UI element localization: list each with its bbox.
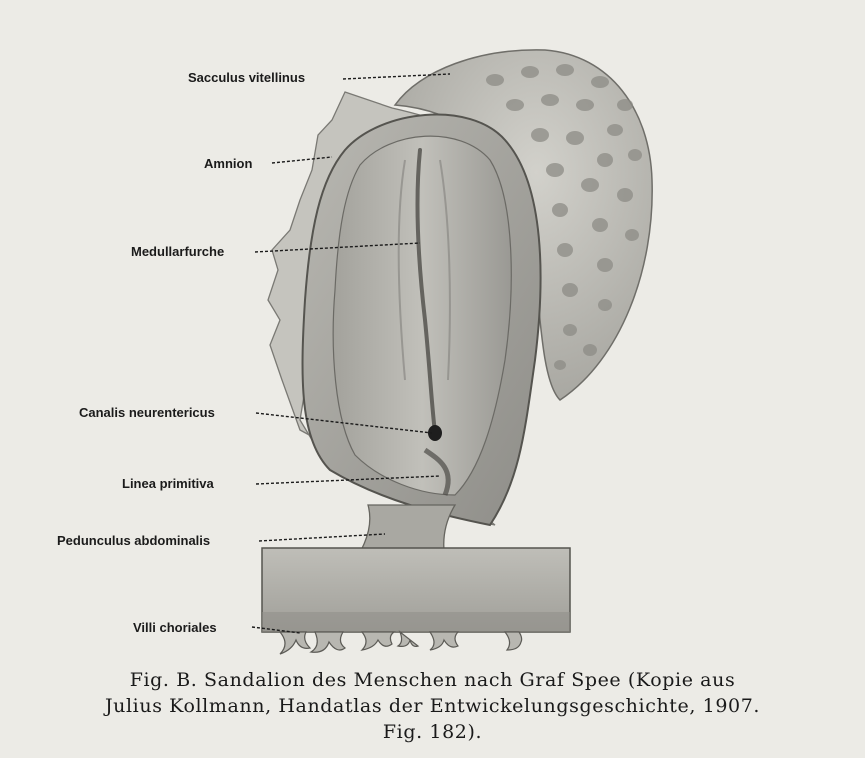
label-sacculus-vitellinus: Sacculus vitellinus [188,70,306,85]
label-amnion: Amnion [204,156,253,171]
caption-line-3: Fig. 182). [382,721,483,743]
label-pedunculus-abdominalis: Pedunculus abdominalis [57,533,211,548]
label-canalis-neurentericus: Canalis neurentericus [79,405,215,420]
label-villi-choriales: Villi choriales [133,620,217,635]
neural-plate [333,136,511,495]
chorionic-villi [280,632,522,654]
label-medullarfurche: Medullarfurche [131,244,225,259]
caption-line-2: Julius Kollmann, Handatlas der Entwickelungsgeschichte, 1907. [104,695,761,717]
label-linea-primitiva: Linea primitiva [122,476,214,491]
caption-line-1: Fig. B. Sandalion des Menschen nach Graf Spee (Kopie aus [129,669,736,691]
